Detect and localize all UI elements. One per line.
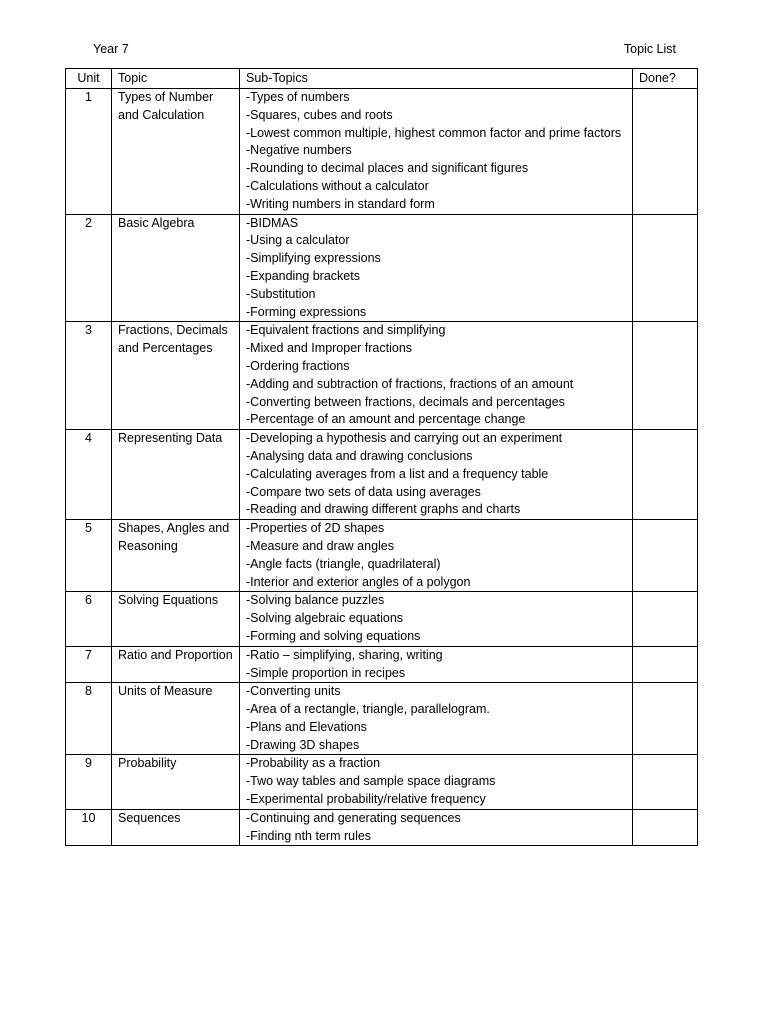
table-row: [66, 646, 698, 683]
subtopic-item: -Ordering fractions: [246, 358, 350, 373]
subtopic-item: -Angle facts (triangle, quadrilateral): [246, 556, 441, 571]
topic-name: Representing Data: [112, 430, 240, 520]
subtopic-item: -Percentage of an amount and percentage change: [246, 412, 526, 427]
done-checkbox-cell[interactable]: [633, 592, 698, 646]
subtopics-cell: [240, 430, 633, 520]
subtopic-item: -Finding nth term rules: [246, 828, 372, 843]
subtopic-item: -Converting units: [246, 684, 341, 699]
subtopics-cell: [240, 89, 633, 215]
unit-number: 5: [66, 520, 112, 592]
subtopic-item: -Equivalent fractions and simplifying: [246, 323, 446, 338]
subtopic-item: -BIDMAS: [246, 215, 299, 230]
subtopics-cell: [240, 214, 633, 322]
column-header-done: Done?: [633, 69, 698, 89]
done-checkbox-cell[interactable]: [633, 322, 698, 430]
document-title: Topic List: [623, 42, 676, 56]
topic-name: Fractions, Decimals and Percentages: [112, 322, 240, 430]
table-row: [66, 322, 698, 430]
unit-number: 9: [66, 755, 112, 809]
topic-name: Shapes, Angles and Reasoning: [112, 520, 240, 592]
subtopics-cell: [240, 322, 633, 430]
subtopic-item: -Analysing data and drawing conclusions: [246, 448, 473, 463]
subtopic-item: -Simple proportion in recipes: [246, 665, 406, 680]
topic-name: Solving Equations: [112, 592, 240, 646]
done-checkbox-cell[interactable]: [633, 646, 698, 683]
topic-name: Basic Algebra: [112, 214, 240, 322]
subtopic-item: -Two way tables and sample space diagrams: [246, 774, 496, 789]
subtopic-item: -Drawing 3D shapes: [246, 737, 360, 752]
table-row: [66, 809, 698, 846]
topic-name: Sequences: [112, 809, 240, 846]
subtopic-item: -Solving balance puzzles: [246, 593, 385, 608]
subtopic-item: -Calculating averages from a list and a frequency table: [246, 466, 549, 481]
subtopic-item: -Adding and subtraction of fractions, fractions of an amount: [246, 376, 574, 391]
subtopic-item: -Reading and drawing different graphs and charts: [246, 502, 521, 517]
subtopic-item: -Probability as a fraction: [246, 756, 381, 771]
subtopic-item: -Experimental probability/relative frequency: [246, 792, 486, 807]
subtopics-cell: [240, 809, 633, 846]
table-row: [66, 683, 698, 755]
unit-number: 10: [66, 809, 112, 846]
subtopic-item: -Negative numbers: [246, 143, 352, 158]
unit-number: 4: [66, 430, 112, 520]
done-checkbox-cell[interactable]: [633, 809, 698, 846]
subtopic-item: -Developing a hypothesis and carrying out an experiment: [246, 431, 563, 446]
topic-name: Probability: [112, 755, 240, 809]
subtopic-item: -Substitution: [246, 286, 316, 301]
column-header-subtopics: Sub-Topics: [240, 69, 633, 89]
subtopic-item: -Expanding brackets: [246, 268, 360, 283]
table-row: [66, 214, 698, 322]
done-checkbox-cell[interactable]: [633, 430, 698, 520]
subtopic-item: -Calculations without a calculator: [246, 178, 429, 193]
subtopic-item: -Using a calculator: [246, 233, 350, 248]
subtopic-item: -Forming and solving equations: [246, 628, 421, 643]
subtopic-item: -Mixed and Improper fractions: [246, 341, 413, 356]
subtopics-cell: [240, 520, 633, 592]
topic-table: [65, 68, 698, 846]
subtopic-item: -Measure and draw angles: [246, 538, 394, 553]
done-checkbox-cell[interactable]: [633, 214, 698, 322]
done-checkbox-cell[interactable]: [633, 755, 698, 809]
table-row: [66, 755, 698, 809]
subtopic-item: -Forming expressions: [246, 304, 367, 319]
subtopics-cell: [240, 646, 633, 683]
subtopic-item: -Interior and exterior angles of a polygon: [246, 574, 471, 589]
subtopic-item: -Converting between fractions, decimals and percentages: [246, 394, 565, 409]
subtopic-item: -Squares, cubes and roots: [246, 107, 393, 122]
table-row: [66, 89, 698, 215]
subtopic-item: -Area of a rectangle, triangle, parallelogram.: [246, 702, 490, 717]
subtopic-item: -Solving algebraic equations: [246, 611, 404, 626]
topic-name: Units of Measure: [112, 683, 240, 755]
table-row: [66, 430, 698, 520]
subtopic-item: -Plans and Elevations: [246, 719, 367, 734]
page-header: [65, 42, 697, 60]
done-checkbox-cell[interactable]: [633, 520, 698, 592]
done-checkbox-cell[interactable]: [633, 89, 698, 215]
table-header-row: [66, 69, 698, 89]
unit-number: 3: [66, 322, 112, 430]
unit-number: 2: [66, 214, 112, 322]
unit-number: 7: [66, 646, 112, 683]
table-body: [66, 89, 698, 846]
column-header-unit: Unit: [66, 69, 112, 89]
subtopic-item: -Rounding to decimal places and significant figures: [246, 161, 529, 176]
subtopic-item: -Simplifying expressions: [246, 251, 381, 266]
subtopics-cell: [240, 683, 633, 755]
subtopics-cell: [240, 592, 633, 646]
unit-number: 8: [66, 683, 112, 755]
subtopic-item: -Compare two sets of data using averages: [246, 484, 481, 499]
table-row: [66, 520, 698, 592]
topic-name: Ratio and Proportion: [112, 646, 240, 683]
unit-number: 6: [66, 592, 112, 646]
subtopic-item: -Writing numbers in standard form: [246, 196, 435, 211]
subtopic-item: -Ratio – simplifying, sharing, writing: [246, 647, 443, 662]
done-checkbox-cell[interactable]: [633, 683, 698, 755]
table-row: [66, 592, 698, 646]
column-header-topic: Topic: [112, 69, 240, 89]
subtopic-item: -Properties of 2D shapes: [246, 521, 385, 536]
subtopics-cell: [240, 755, 633, 809]
topic-name: Types of Number and Calculation: [112, 89, 240, 215]
subtopic-item: -Continuing and generating sequences: [246, 810, 461, 825]
year-label: Year 7: [93, 42, 129, 56]
subtopic-item: -Types of numbers: [246, 90, 350, 104]
subtopic-item: -Lowest common multiple, highest common factor and prime factors: [246, 125, 622, 140]
unit-number: 1: [66, 89, 112, 215]
